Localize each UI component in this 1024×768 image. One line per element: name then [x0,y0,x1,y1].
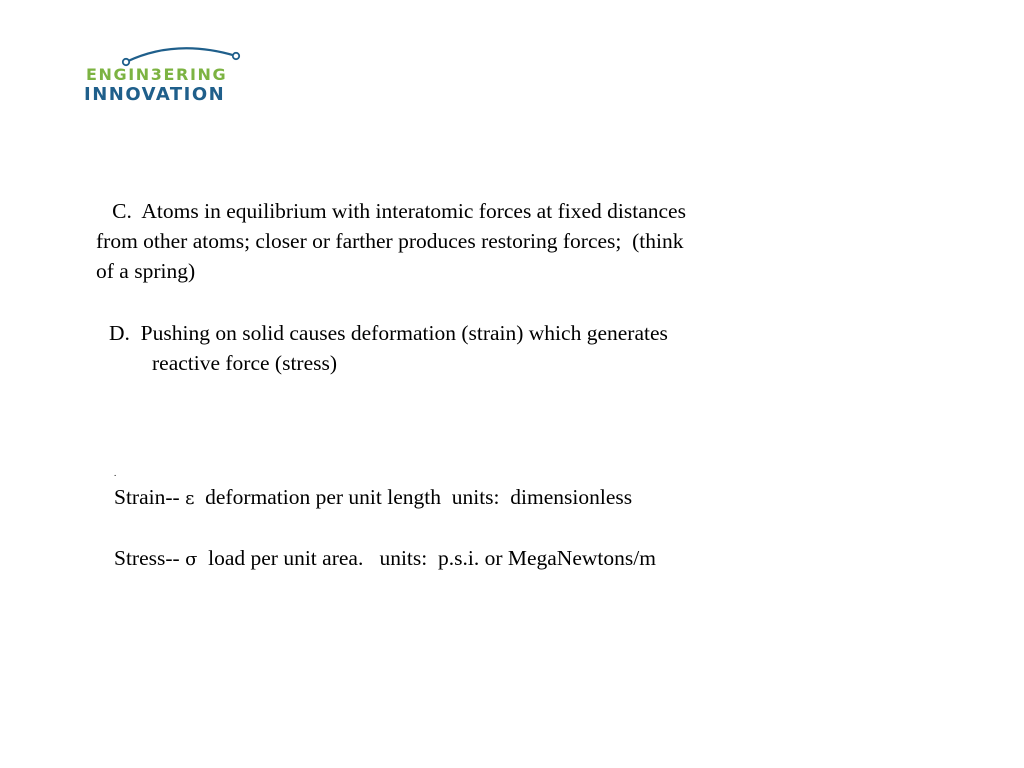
logo-arc [126,48,236,62]
strain-label: Strain-- [114,485,186,509]
engineering-innovation-logo [76,42,282,112]
paragraph-d [109,318,668,378]
stress-label: Stress-- [114,546,186,570]
strain-definition [114,482,632,514]
paragraph-c [96,196,686,286]
stress-description: load per unit area. units: p.s.i. or MegaNewtons/m [197,546,656,570]
logo-graphic [76,42,282,112]
logo-arc-node-right [233,53,239,59]
paragraph-c-line-3: of a spring) [96,259,196,283]
sigma-symbol: σ [185,549,198,570]
stress-definition [114,543,656,575]
strain-description: deformation per unit length units: dimensionless [194,485,633,509]
stray-dot: . [114,468,117,478]
paragraph-d-line-2: reactive force (stress) [109,351,338,375]
paragraph-d-line-1: D. Pushing on solid causes deformation (strain) which generates [109,321,668,345]
epsilon-symbol: ε [185,488,195,509]
paragraph-c-line-1: C. Atoms in equilibrium with interatomic forces at fixed distances [96,199,686,223]
paragraph-c-line-2: from other atoms; closer or farther produces restoring forces; (think [96,229,684,253]
logo-line-engineering: ENGIN3ERING [86,65,228,84]
logo-line-innovation: INNOVATION [84,84,226,105]
